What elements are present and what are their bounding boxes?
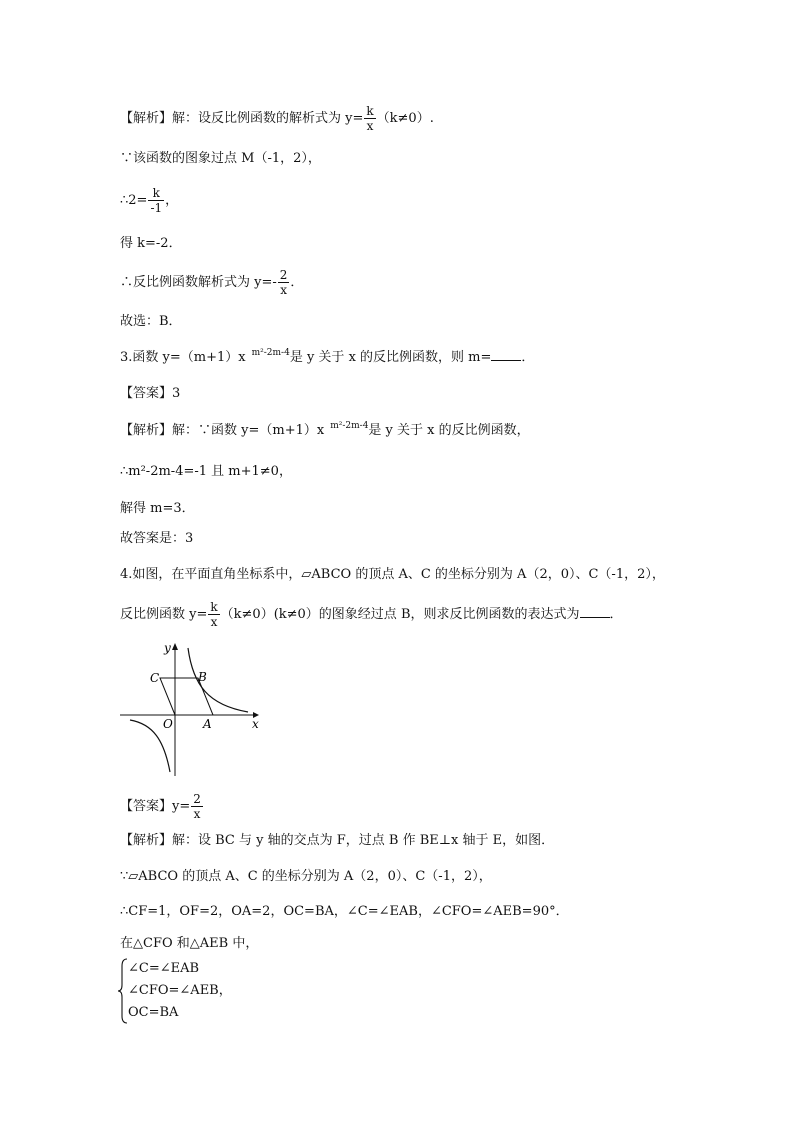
label-A: A	[203, 717, 212, 731]
q3-question: 3.函数 y=（m+1）x $^{m^2-2m-4}$是 y 关于 x 的反比例函数，则 m= ．	[120, 348, 535, 365]
fraction: $\frac{2}{x}$	[279, 268, 288, 297]
q3-answer: 【答案】3	[120, 386, 181, 401]
label-x: x	[252, 717, 259, 731]
q4-analysis-line3: ∴CF=1，OF=2，OA=2，OC=BA，∠C=∠EAB，∠CFO=∠AEB=90°．	[120, 904, 569, 919]
q4-analysis-line4: 在△CFO 和△AEB 中，	[120, 936, 259, 951]
q3-line3: 解得 m=3．	[120, 501, 195, 516]
answer-blank	[580, 605, 610, 618]
q3-analysis: 【解析】解：∵函数 y=（m+1）x $^{m^2-2m-4}$是 y 关于 x 的反比例函数，	[120, 421, 530, 438]
answer-blank	[491, 348, 521, 361]
fraction: $\frac{k}{x}$	[210, 600, 218, 629]
q2-line2: ∵该函数的图象过点 M（-1，2），	[120, 151, 321, 166]
q2-line5: ∴反比例函数解析式为 y=- $\frac{2}{x}$ ．	[120, 268, 304, 297]
fraction: $\frac{2}{x}$	[193, 792, 201, 821]
q3-line2: ∴m²-2m-4=-1 且 m+1≠0，	[120, 464, 292, 479]
fraction: $\frac{k}{x}$	[366, 104, 374, 133]
q4-question-line1: 4.如图，在平面直角坐标系中，▱ABCO 的顶点 A、C 的坐标分别为 A（2，0）、C（-1，2），	[120, 567, 665, 582]
q2-analysis-line: 【解析】解：设反比例函数的解析式为 y= $\frac{k}{x}$ （k≠0）.	[120, 104, 434, 133]
q4-analysis-line2: ∵▱ABCO 的顶点 A、C 的坐标分别为 A（2，0）、C（-1，2），	[120, 869, 492, 884]
q4-analysis-line1: 【解析】解：设 BC 与 y 轴的交点为 F，过点 B 作 BE⊥x 轴于 E，如图．	[120, 833, 555, 848]
q4-answer: 【答案】y= $\frac{2}{x}$	[120, 792, 201, 821]
label-y: y	[164, 641, 171, 655]
left-brace	[118, 958, 128, 1024]
fraction: $\frac{k}{-1}$	[150, 186, 163, 215]
label-O: O	[163, 717, 173, 731]
q2-line4: 得 k=-2．	[120, 236, 182, 251]
q4-question-line2: 反比例函数 y= $\frac{k}{x}$ （k≠0）(k≠0）的图象经过点 B，则求反比例函数的表达式为 ．	[120, 600, 623, 629]
coordinate-figure	[118, 640, 268, 780]
q2-line6: 故选：B．	[120, 314, 182, 329]
q2-line3: ∴2= $\frac{k}{-1}$ ，	[120, 186, 179, 215]
q3-line4: 故答案是：3	[120, 531, 194, 546]
brace-lines: ∠C=∠EAB ∠CFO=∠AEB， OC=BA	[128, 961, 232, 1020]
label-C: C	[150, 671, 160, 685]
label-B: B	[198, 670, 207, 684]
